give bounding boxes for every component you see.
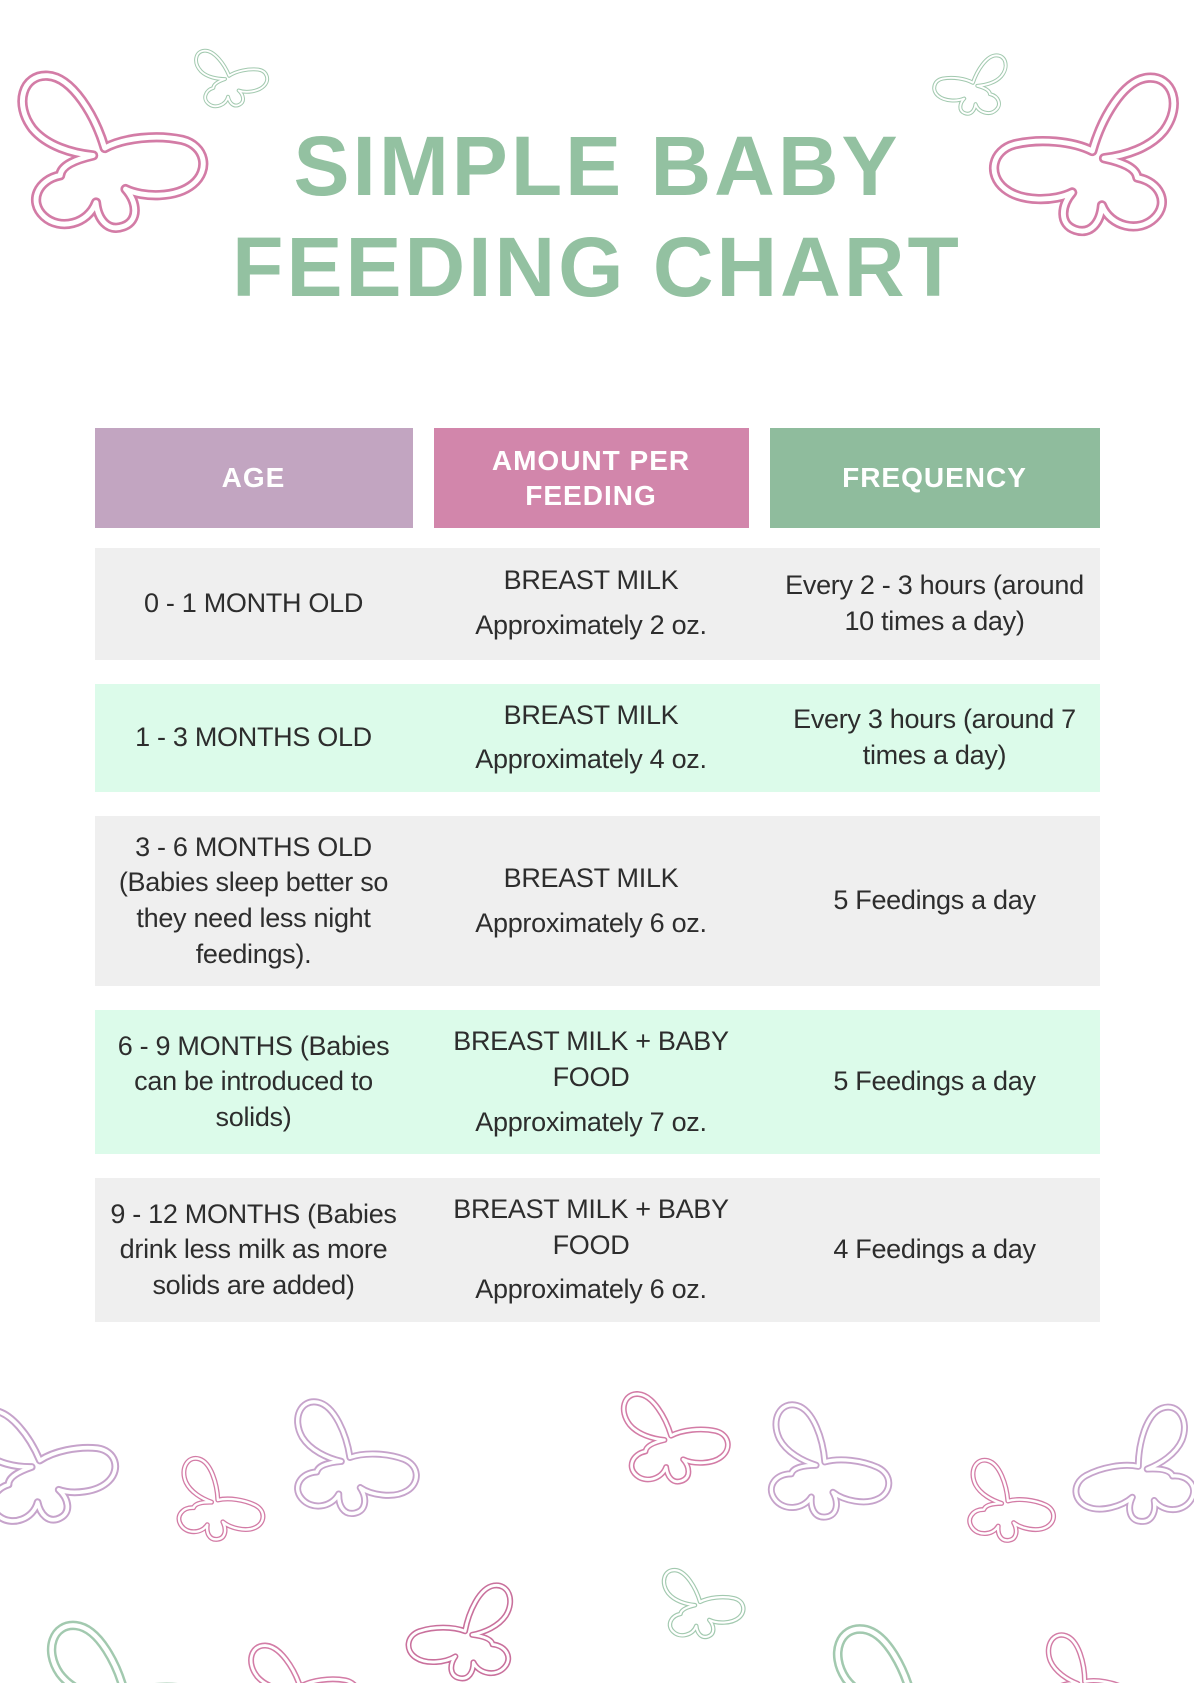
butterfly-icon <box>161 1442 274 1557</box>
butterfly-icon <box>233 1620 368 1683</box>
frequency-cell: Every 2 - 3 hours (around 10 times a day) <box>785 569 1084 636</box>
amount-detail: Approximately 2 oz. <box>475 610 707 641</box>
age-cell: 6 - 9 MONTHS (Babies can be introduced to solids) <box>117 1030 390 1133</box>
amount-detail: Approximately 7 oz. <box>475 1106 707 1137</box>
amount-cell <box>434 698 749 778</box>
butterfly-icon <box>606 1366 736 1503</box>
amount-cell <box>434 563 749 643</box>
amount-title: BREAST MILK <box>503 565 679 596</box>
table-row <box>95 548 1100 660</box>
amount-cell <box>434 861 749 941</box>
butterfly-icon <box>650 1548 750 1655</box>
feeding-table <box>95 428 1100 1323</box>
table-row <box>95 684 1100 792</box>
frequency-cell: Every 3 hours (around 7 times a day) <box>793 704 1076 770</box>
column-header-amount <box>434 428 749 528</box>
butterfly-icon <box>6 1602 245 1683</box>
amount-title: BREAST MILK <box>503 862 679 893</box>
page-title <box>0 0 1194 318</box>
column-header-frequency-label: FREQUENCY <box>842 462 1027 494</box>
age-cell: 0 - 1 MONTH OLD <box>143 587 364 618</box>
amount-title: BREAST MILK + BABY FOOD <box>453 1026 729 1092</box>
butterfly-icon <box>0 1369 131 1550</box>
page-title-line1: SIMPLE BABY <box>293 119 901 213</box>
page-title-line2: FEEDING CHART <box>232 219 962 314</box>
column-header-amount-label: AMOUNT PER FEEDING <box>491 444 691 511</box>
butterfly-icon <box>792 1608 1033 1683</box>
age-cell: 9 - 12 MONTHS (Babies drink less milk as more solids are added) <box>110 1198 397 1300</box>
table-row <box>95 1010 1100 1154</box>
amount-cell <box>434 1024 749 1140</box>
butterfly-icon <box>1058 1389 1194 1541</box>
butterfly-icon <box>405 1560 525 1683</box>
amount-title: BREAST MILK + BABY FOOD <box>453 1194 729 1260</box>
age-cell: 1 - 3 MONTHS OLD <box>135 721 372 752</box>
age-cell: 3 - 6 MONTHS OLD (Babies sleep better so they need less night feedings). <box>118 831 389 969</box>
table-row <box>95 1178 1100 1322</box>
table-header-row <box>95 428 1100 528</box>
butterfly-icon <box>1022 1619 1149 1683</box>
amount-detail: Approximately 4 oz. <box>475 744 707 775</box>
frequency-cell: 4 Feedings a day <box>833 1234 1036 1265</box>
amount-detail: Approximately 6 oz. <box>475 1274 707 1305</box>
column-header-age <box>95 428 413 528</box>
amount-cell <box>434 1192 749 1308</box>
amount-detail: Approximately 6 oz. <box>475 907 707 938</box>
frequency-cell: 5 Feedings a day <box>833 1066 1036 1097</box>
butterfly-icon <box>953 1443 1063 1557</box>
frequency-cell: 5 Feedings a day <box>833 885 1036 916</box>
table-row <box>95 816 1100 987</box>
column-header-age-label: AGE <box>221 462 286 494</box>
amount-title: BREAST MILK <box>503 699 679 730</box>
butterfly-icon <box>273 1389 427 1522</box>
column-header-frequency <box>770 428 1100 528</box>
butterfly-icon <box>748 1381 902 1540</box>
